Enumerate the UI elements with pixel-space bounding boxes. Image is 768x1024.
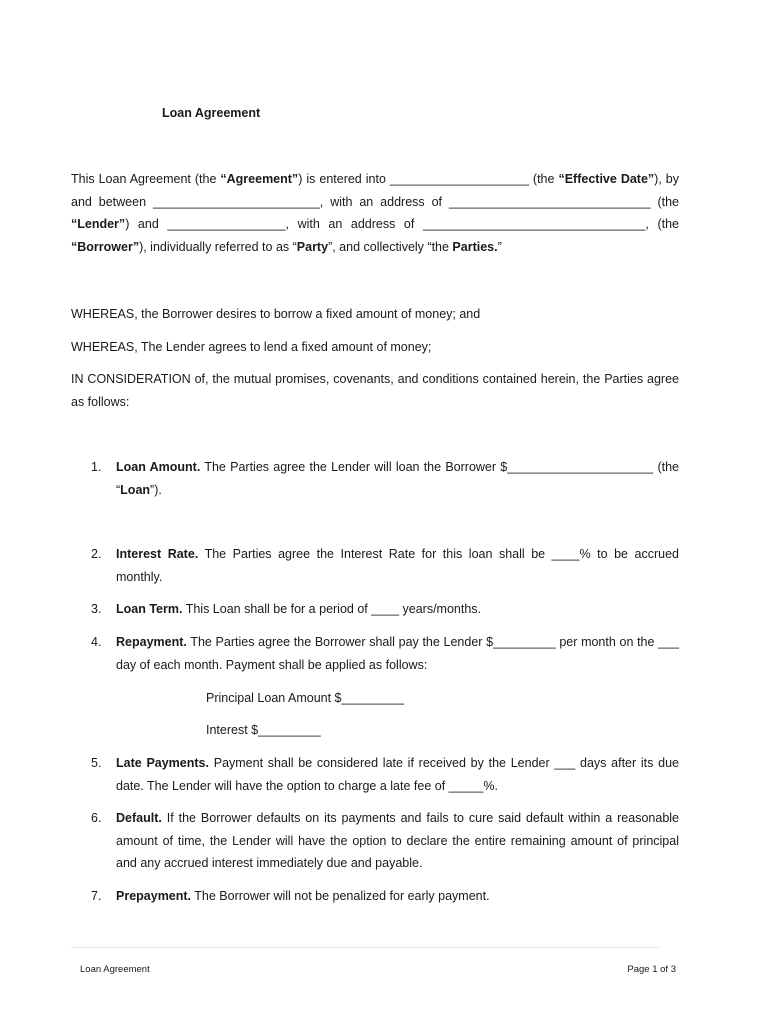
clause-number: 2. — [91, 547, 102, 561]
clause-body — [116, 631, 679, 676]
document-title: Loan Agreement — [162, 106, 261, 120]
clause-text: The Parties agree the Lender will loan the Borrower $_____________________ (the “ — [116, 460, 679, 497]
clause-number: 5. — [91, 756, 102, 770]
clause-text: If the Borrower defaults on its payments and fails to cure said default within a reasonable amount of time, the Lender will have the option to declare the entire remaining amount of principal and any accrued interest immediately due and payable. — [116, 811, 679, 870]
clause-heading: Loan Amount. — [116, 460, 201, 474]
footer-divider — [71, 947, 659, 948]
intro-text: ) and _________________, with an address of ________________________________, (the — [125, 217, 679, 231]
intro-text: ”, and collectively “the — [328, 239, 453, 254]
intro-text: ), by and between ________________________, with an address of _____________________________ (the — [71, 172, 680, 209]
consideration-paragraph: IN CONSIDERATION of, the mutual promises, covenants, and conditions contained herein, the Parties agree as follows: — [71, 372, 679, 409]
clause-body — [116, 807, 679, 875]
clause-text: The Parties agree the Interest Rate for this loan shall be ____% to be accrued monthly. — [116, 547, 679, 584]
clause-text: Payment shall be considered late if received by the Lender ___ days after its due date. The Lender will have the option to charge a late fee of _____%. — [116, 756, 679, 793]
clause-body — [116, 598, 679, 621]
clause-number: 7. — [91, 889, 102, 903]
clause-heading: Prepayment. — [116, 889, 192, 903]
principal-loan-amount-line: Principal Loan Amount $_________ — [206, 691, 405, 705]
intro-term-party: Party — [296, 239, 329, 254]
clause-body — [116, 752, 679, 797]
clause-heading: Late Payments. — [116, 756, 209, 770]
intro-term-borrower: “Borrower” — [71, 239, 140, 254]
intro-term-effective-date: “Effective Date” — [558, 172, 655, 186]
clause-body — [116, 543, 679, 588]
intro-text: This Loan Agreement (the — [71, 172, 221, 186]
intro-term-parties: Parties. — [452, 239, 498, 254]
clause-term-loan: Loan — [120, 482, 151, 497]
clause-number: 1. — [91, 460, 102, 474]
clause-heading: Interest Rate. — [116, 547, 199, 561]
whereas-borrower: WHEREAS, the Borrower desires to borrow a fixed amount of money; and — [71, 307, 481, 321]
clause-text: This Loan shall be for a period of ____ years/months. — [182, 602, 482, 616]
interest-line: Interest $_________ — [206, 723, 321, 737]
clause-number: 3. — [91, 602, 102, 616]
footer-document-name: Loan Agreement — [80, 964, 150, 975]
whereas-lender: WHEREAS, The Lender agrees to lend a fixed amount of money; — [71, 340, 432, 354]
intro-term-lender: “Lender” — [71, 217, 126, 231]
clause-heading: Repayment. — [116, 635, 187, 649]
clause-number: 4. — [91, 635, 102, 649]
clause-text: The Parties agree the Borrower shall pay the Lender $_________ per month on the ___ day of each month. Payment shall be applied as follows: — [116, 635, 679, 672]
intro-term-agreement: “Agreement” — [220, 172, 299, 186]
footer-page-number: Page 1 of 3 — [627, 964, 676, 975]
intro-text: ) is entered into ____________________ (the — [298, 172, 559, 186]
clause-body — [116, 885, 679, 908]
clause-heading: Default. — [116, 811, 162, 825]
clause-text: ”). — [150, 482, 162, 497]
intro-text: ), individually referred to as “ — [139, 239, 297, 254]
clause-text: The Borrower will not be penalized for early payment. — [191, 889, 490, 903]
intro-text: ” — [497, 239, 502, 254]
clause-heading: Loan Term. — [116, 602, 183, 616]
intro-paragraph — [71, 168, 679, 258]
clause-number: 6. — [91, 811, 102, 825]
clause-body — [116, 456, 679, 501]
